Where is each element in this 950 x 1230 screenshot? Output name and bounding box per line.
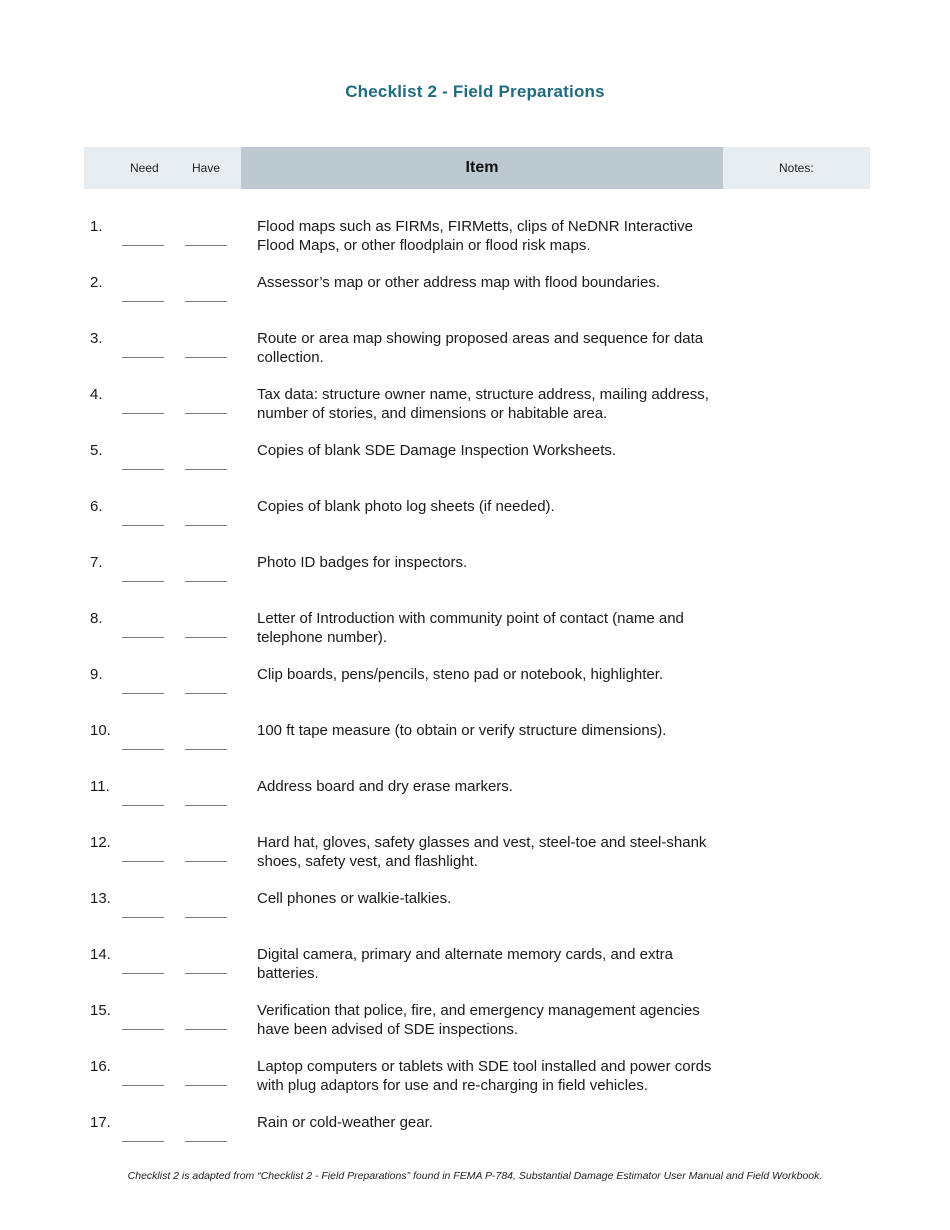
item-text: Letter of Introduction with community point of contact (name and telephone number).	[257, 610, 684, 646]
item-number: 10.	[90, 722, 111, 739]
item-text: Hard hat, gloves, safety glasses and vest, steel-toe and steel-shank shoes, safety vest, and flashlight.	[257, 834, 707, 870]
item-number: 13.	[90, 890, 111, 907]
have-column-header: Have	[192, 161, 221, 175]
item-number: 16.	[90, 1058, 111, 1075]
checklist-row	[0, 385, 950, 441]
notes-column-header: Notes:	[779, 161, 814, 175]
checklist-row	[0, 609, 950, 665]
have-blank[interactable]	[185, 469, 227, 470]
item-text: Tax data: structure owner name, structure address, mailing address, number of stories, and dimensions or habitable area.	[257, 386, 709, 422]
item-number: 1.	[90, 218, 103, 235]
item-number: 17.	[90, 1114, 111, 1131]
item-number: 14.	[90, 946, 111, 963]
checklist	[0, 217, 950, 1169]
item-text: Copies of blank photo log sheets (if needed).	[257, 498, 555, 515]
have-blank[interactable]	[185, 357, 227, 358]
need-blank[interactable]	[122, 917, 164, 918]
checklist-row	[0, 273, 950, 329]
item-text: Route or area map showing proposed areas and sequence for data collection.	[257, 330, 704, 366]
need-blank[interactable]	[122, 805, 164, 806]
have-blank[interactable]	[185, 245, 227, 246]
item-number: 11.	[90, 778, 110, 795]
item-text: Photo ID badges for inspectors.	[257, 554, 468, 571]
item-number: 5.	[90, 442, 103, 459]
need-blank[interactable]	[122, 245, 164, 246]
source-footnote: Checklist 2 is adapted from “Checklist 2 - Field Preparations” found in FEMA P-784, Substantial Damage Estimator User Manual and Field Workbook.	[127, 1170, 823, 1182]
item-text: Digital camera, primary and alternate memory cards, and extra batteries.	[257, 946, 674, 982]
checklist-row	[0, 553, 950, 609]
item-text: Flood maps such as FIRMs, FIRMetts, clips of NeDNR Interactive Flood Maps, or other floodplain or flood risk maps.	[257, 218, 693, 254]
need-blank[interactable]	[122, 413, 164, 414]
need-blank[interactable]	[122, 469, 164, 470]
item-number: 3.	[90, 330, 103, 347]
table-header	[84, 147, 870, 189]
item-text: Laptop computers or tablets with SDE tool installed and power cords with plug adaptors for use and re-charging in field vehicles.	[257, 1058, 712, 1094]
item-number: 4.	[90, 386, 103, 403]
item-number: 7.	[90, 554, 103, 571]
checklist-row	[0, 1057, 950, 1113]
need-blank[interactable]	[122, 301, 164, 302]
checklist-row	[0, 1113, 950, 1169]
item-text: Rain or cold-weather gear.	[257, 1114, 433, 1131]
item-number: 2.	[90, 274, 103, 291]
item-number: 8.	[90, 610, 103, 627]
item-text: Copies of blank SDE Damage Inspection Worksheets.	[257, 442, 617, 459]
checklist-row	[0, 329, 950, 385]
have-blank[interactable]	[185, 581, 227, 582]
item-text: Address board and dry erase markers.	[257, 778, 513, 795]
need-blank[interactable]	[122, 693, 164, 694]
item-text: Clip boards, pens/pencils, steno pad or notebook, highlighter.	[257, 666, 664, 683]
have-blank[interactable]	[185, 301, 227, 302]
item-number: 6.	[90, 498, 103, 515]
item-text: Cell phones or walkie-talkies.	[257, 890, 452, 907]
have-blank[interactable]	[185, 413, 227, 414]
have-blank[interactable]	[185, 805, 227, 806]
checklist-row	[0, 889, 950, 945]
have-blank[interactable]	[185, 1141, 227, 1142]
item-text: 100 ft tape measure (to obtain or verify structure dimensions).	[257, 722, 667, 739]
have-blank[interactable]	[185, 637, 227, 638]
need-blank[interactable]	[122, 637, 164, 638]
need-blank[interactable]	[122, 749, 164, 750]
need-column-header: Need	[130, 161, 159, 175]
checklist-row	[0, 217, 950, 273]
checklist-row	[0, 497, 950, 553]
item-number: 15.	[90, 1002, 111, 1019]
have-blank[interactable]	[185, 1085, 227, 1086]
item-text: Assessor’s map or other address map with flood boundaries.	[257, 274, 660, 291]
have-blank[interactable]	[185, 693, 227, 694]
checklist-row	[0, 721, 950, 777]
have-blank[interactable]	[185, 1029, 227, 1030]
need-blank[interactable]	[122, 1141, 164, 1142]
checklist-row	[0, 777, 950, 833]
need-blank[interactable]	[122, 525, 164, 526]
checklist-row	[0, 441, 950, 497]
have-blank[interactable]	[185, 917, 227, 918]
have-blank[interactable]	[185, 861, 227, 862]
checklist-row	[0, 1001, 950, 1057]
item-text: Verification that police, fire, and emergency management agencies have been advised of SDE inspections.	[257, 1002, 700, 1038]
checklist-row	[0, 833, 950, 889]
need-blank[interactable]	[122, 973, 164, 974]
item-column-header: Item	[241, 147, 723, 189]
item-number: 9.	[90, 666, 103, 683]
need-blank[interactable]	[122, 1029, 164, 1030]
checklist-row	[0, 945, 950, 1001]
checklist-row	[0, 665, 950, 721]
need-blank[interactable]	[122, 357, 164, 358]
have-blank[interactable]	[185, 973, 227, 974]
need-blank[interactable]	[122, 1085, 164, 1086]
have-blank[interactable]	[185, 749, 227, 750]
need-blank[interactable]	[122, 861, 164, 862]
have-blank[interactable]	[185, 525, 227, 526]
need-blank[interactable]	[122, 581, 164, 582]
page-title: Checklist 2 - Field Preparations	[345, 82, 605, 101]
item-number: 12.	[90, 834, 111, 851]
